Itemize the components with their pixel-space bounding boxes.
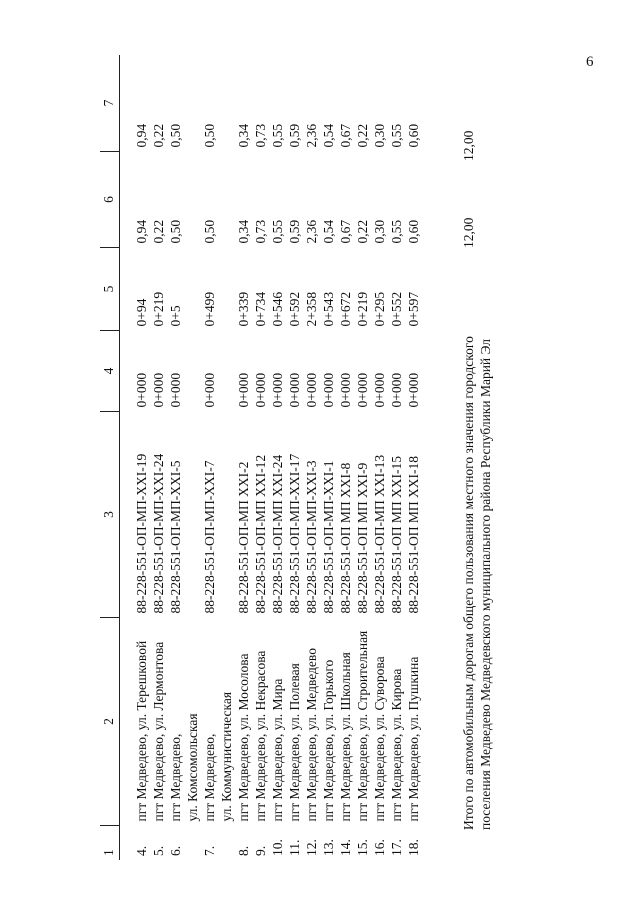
start-km: 0+000 — [134, 372, 149, 408]
length-col7: 2,36 — [304, 123, 319, 148]
table-row — [303, 55, 320, 860]
length-col7 — [184, 55, 201, 152]
column-header-7: 7 — [100, 55, 120, 152]
table-row — [167, 55, 184, 860]
column-header-5: 5 — [100, 248, 120, 331]
length-col6: 2,36 — [304, 219, 319, 244]
summary-value-col7: 12,00 — [461, 130, 476, 161]
table-row — [371, 55, 388, 860]
end-km: 0+5 — [168, 305, 183, 327]
end-km: 2+358 — [304, 291, 319, 327]
length-col6: 0,22 — [355, 219, 370, 244]
table-row — [201, 55, 218, 860]
start-km: 0+000 — [236, 372, 251, 408]
table-row — [354, 55, 371, 860]
road-name: пгт Медведево, ул. Школьная — [338, 652, 353, 822]
summary-text: Итого по автомобильным дорогам общего пользования местного значения городского поселения Медведево Медведевского муниципального района Республики Марий Эл — [461, 336, 493, 830]
column-header-1: 1 — [100, 826, 120, 861]
row-number: 18. — [406, 839, 421, 856]
column-header-6: 6 — [100, 152, 120, 248]
start-km: 0+000 — [389, 372, 404, 408]
rotated-page-content — [100, 50, 520, 860]
end-km: 0+597 — [406, 291, 421, 327]
table-row — [150, 55, 167, 860]
table-row — [235, 55, 252, 860]
row-number: 15. — [355, 839, 370, 856]
end-km — [184, 248, 201, 331]
road-id: 88-228-551-ОП-МП-XXI-7 — [202, 460, 217, 614]
row-number: 6. — [168, 845, 183, 856]
road-name: пгт Медведево, ул. Лермонтова — [151, 641, 166, 822]
road-name: пгт Медведево, ул. Полевая — [287, 663, 302, 822]
end-km: 0+499 — [202, 291, 217, 327]
table-row — [184, 55, 201, 860]
road-id: 88-228-551-ОП МП XXI-8 — [338, 462, 353, 614]
length-col7: 0,94 — [134, 123, 149, 148]
row-number: 4. — [134, 845, 149, 856]
length-col7: 0,30 — [372, 123, 387, 148]
end-km: 0+219 — [355, 291, 370, 327]
table-row — [405, 55, 422, 860]
row-number: 10. — [270, 839, 285, 856]
table-row — [269, 55, 286, 860]
end-km: 0+672 — [338, 291, 353, 327]
length-col7: 0,22 — [151, 123, 166, 148]
end-km: 0+592 — [287, 291, 302, 327]
row-number: 5. — [151, 845, 166, 856]
road-id: 88-228-551-ОП МП XXI-15 — [389, 456, 404, 614]
road-name: пгт Медведево, ул. Кирова — [389, 668, 404, 822]
column-header-3: 3 — [100, 412, 120, 618]
length-col7: 0,60 — [406, 123, 421, 148]
start-km: 0+000 — [287, 372, 302, 408]
road-id: 88-228-551-ОП-МП-XXI-17 — [287, 453, 302, 614]
table-row — [218, 55, 235, 860]
start-km: 0+000 — [270, 372, 285, 408]
table-spacer-row — [120, 55, 134, 860]
road-id: 88-228-551-ОП-МП XXI-13 — [372, 454, 387, 614]
length-col6: 0,94 — [134, 219, 149, 244]
start-km: 0+000 — [406, 372, 421, 408]
length-col7: 0,59 — [287, 123, 302, 148]
road-name: ул. Коммунистическая — [219, 691, 234, 822]
road-name: ул. Комсомольская — [185, 713, 200, 822]
table-body — [120, 55, 423, 860]
length-col6: 0,67 — [338, 219, 353, 244]
start-km: 0+000 — [253, 372, 268, 408]
length-col7 — [218, 55, 235, 152]
start-km: 0+000 — [338, 372, 353, 408]
road-id — [184, 412, 201, 618]
length-col7: 0,34 — [236, 123, 251, 148]
length-col6: 0,55 — [270, 219, 285, 244]
length-col7: 0,67 — [338, 123, 353, 148]
length-col6 — [218, 152, 235, 248]
end-km: 0+734 — [253, 291, 268, 327]
end-km: 0+339 — [236, 291, 251, 327]
end-km: 0+219 — [151, 291, 166, 327]
row-number — [184, 826, 201, 861]
road-id: 88-228-551-ОП-МП XXI-12 — [253, 454, 268, 614]
length-col6: 0,22 — [151, 219, 166, 244]
length-col6: 0,60 — [406, 219, 421, 244]
start-km: 0+000 — [151, 372, 166, 408]
table-row — [337, 55, 354, 860]
start-km: 0+000 — [202, 372, 217, 408]
end-km: 0+295 — [372, 291, 387, 327]
length-col6: 0,55 — [389, 219, 404, 244]
end-km: 0+543 — [321, 291, 336, 327]
road-id — [218, 412, 235, 618]
length-col6: 0,54 — [321, 219, 336, 244]
table-row — [388, 55, 405, 860]
end-km: 0+552 — [389, 291, 404, 327]
road-name: пгт Медведево, — [202, 733, 217, 822]
length-col7: 0,73 — [253, 123, 268, 148]
road-name: пгт Медведево, ул. Строительная — [355, 630, 370, 822]
road-id: 88-228-551-ОП-МП XXI-24 — [270, 454, 285, 614]
row-number: 9. — [253, 845, 268, 856]
road-id: 88-228-551-ОП-МП-XXI-5 — [168, 460, 183, 614]
length-col7: 0,54 — [321, 123, 336, 148]
row-number: 11. — [287, 839, 302, 856]
start-km — [218, 331, 235, 412]
roads-table — [100, 55, 422, 860]
road-id: 88-228-551-ОП МП XXI-18 — [406, 456, 421, 614]
start-km: 0+000 — [304, 372, 319, 408]
length-col6: 0,34 — [236, 219, 251, 244]
road-name: пгт Медведево, ул. Медведево — [304, 648, 319, 822]
end-km: 0+546 — [270, 291, 285, 327]
table-row — [252, 55, 269, 860]
row-number: 12. — [304, 839, 319, 856]
length-col6: 0,59 — [287, 219, 302, 244]
table-row — [286, 55, 303, 860]
table-row — [320, 55, 337, 860]
road-id: 88-228-551-ОП-МП-XXI-24 — [151, 453, 166, 614]
row-number: 7. — [202, 845, 217, 856]
start-km: 0+000 — [372, 372, 387, 408]
row-number: 8. — [236, 845, 251, 856]
road-name: пгт Медведево, ул. Пушкина — [406, 656, 421, 822]
road-name: пгт Медведево, ул. Мира — [270, 678, 285, 822]
length-col6: 0,50 — [168, 219, 183, 244]
table-header-row — [100, 55, 120, 860]
start-km: 0+000 — [168, 372, 183, 408]
start-km: 0+000 — [355, 372, 370, 408]
road-name: пгт Медведево, ул. Мосолова — [236, 653, 251, 822]
road-id: 88-228-551-ОП-МП-XXI-1 — [321, 460, 336, 614]
length-col6 — [184, 152, 201, 248]
road-id: 88-228-551-ОП-МП-XXI-3 — [304, 460, 319, 614]
road-id: 88-228-551-ОП-МП XXI-2 — [236, 461, 251, 614]
row-number: 17. — [389, 839, 404, 856]
page-number: 6 — [586, 54, 594, 70]
row-number: 16. — [372, 839, 387, 856]
length-col6: 0,50 — [202, 219, 217, 244]
road-name: пгт Медведево, ул. Терешковой — [134, 640, 149, 822]
road-name: пгт Медведево, ул. Суворова — [372, 656, 387, 822]
table-row — [133, 55, 150, 860]
road-name: пгт Медведево, — [168, 733, 183, 822]
length-col7: 0,55 — [270, 123, 285, 148]
row-number: 13. — [321, 839, 336, 856]
length-col6: 0,73 — [253, 219, 268, 244]
length-col7: 0,22 — [355, 123, 370, 148]
length-col6: 0,30 — [372, 219, 387, 244]
start-km — [184, 331, 201, 412]
column-header-4: 4 — [100, 331, 120, 412]
end-km: 0+94 — [134, 298, 149, 327]
end-km — [218, 248, 235, 331]
road-name: пгт Медведево, ул. Горького — [321, 659, 336, 822]
length-col7: 0,55 — [389, 123, 404, 148]
length-col7: 0,50 — [168, 123, 183, 148]
start-km: 0+000 — [321, 372, 336, 408]
row-number: 14. — [338, 839, 353, 856]
road-id: 88-228-551-ОП-МП-XXI-19 — [134, 453, 149, 614]
row-number — [218, 826, 235, 861]
road-name: пгт Медведево, ул. Некрасова — [253, 650, 268, 822]
summary-value-col6: 12,00 — [461, 217, 476, 248]
road-id: 88-228-551-ОП МП XXI-9 — [355, 462, 370, 614]
length-col7: 0,50 — [202, 123, 217, 148]
column-header-2: 2 — [100, 618, 120, 826]
